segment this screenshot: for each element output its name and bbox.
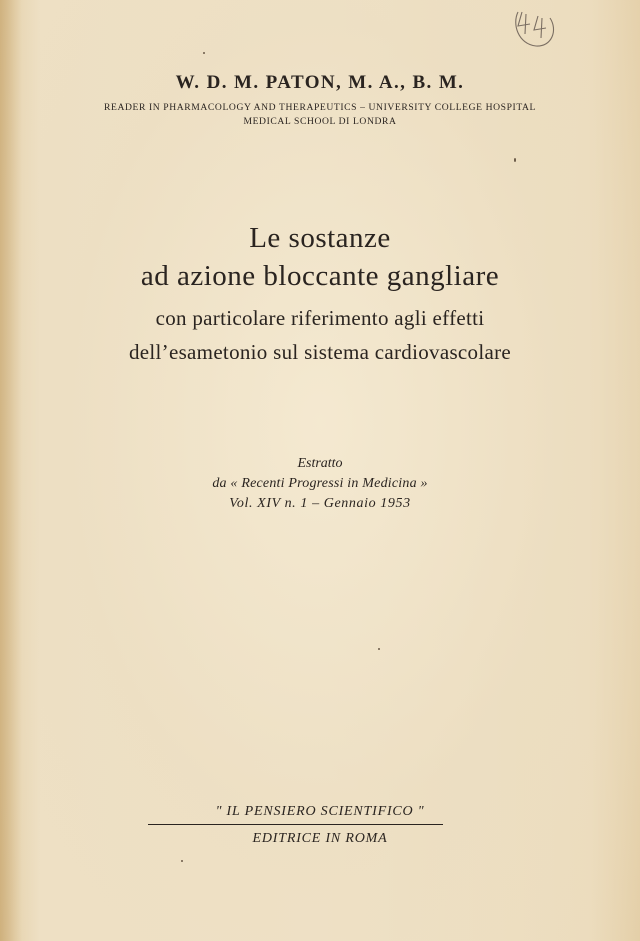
extract-label: Estratto — [297, 456, 343, 471]
subtitle-line2: dell’esametonio sul sistema cardiovascolare — [128, 340, 512, 364]
extract-source: da « Recenti Progressi in Medicina » — [212, 476, 428, 491]
author-affiliation-line2: MEDICAL SCHOOL DI LONDRA — [243, 116, 397, 127]
paper-speck — [181, 860, 183, 862]
publisher-name: " IL PENSIERO SCIENTIFICO " — [215, 804, 425, 819]
title-line2: ad azione bloccante gangliare — [140, 260, 500, 292]
author-name: W. D. M. PATON, M. A., B. M. — [175, 72, 465, 93]
paper-speck — [203, 52, 205, 54]
publisher-city: EDITRICE IN ROMA — [252, 831, 388, 846]
handwritten-page-number — [508, 4, 558, 50]
paper-speck — [378, 648, 380, 650]
publisher-divider — [148, 824, 443, 825]
paper-speck — [514, 158, 516, 162]
subtitle-line1: con particolare riferimento agli effetti — [155, 306, 485, 330]
title-line1: Le sostanze — [249, 222, 391, 254]
extract-volume: Vol. XIV n. 1 – Gennaio 1953 — [229, 496, 411, 511]
author-affiliation-line1: READER IN PHARMACOLOGY AND THERAPEUTICS – UNIVERSITY COLLEGE HOSPITAL — [103, 102, 537, 113]
